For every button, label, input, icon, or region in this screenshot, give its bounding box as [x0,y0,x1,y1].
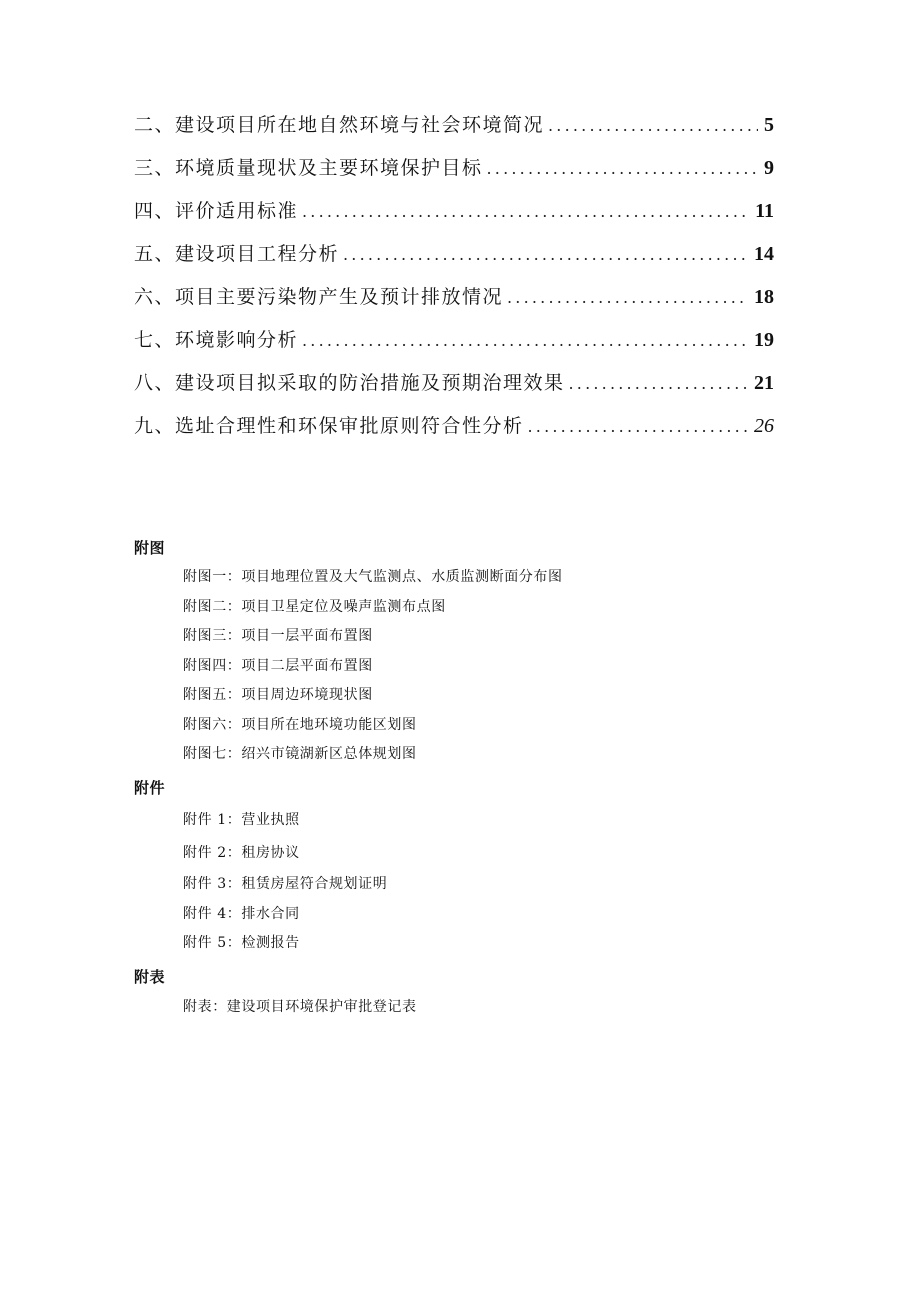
toc-entry[interactable] [134,238,774,281]
table-item[interactable]: 附表：建设项目环境保护审批登记表 [183,999,417,1015]
figure-item[interactable]: 附图四：项目二层平面布置图 [183,657,373,674]
figures-list [183,563,563,770]
toc-entry-page: 5 [764,114,774,136]
toc-leader-dots [343,239,748,271]
figure-item[interactable]: 附图五：项目周边环境现状图 [183,687,373,703]
attachments-list [183,804,387,959]
tables-heading: 附表 [134,968,166,986]
toc-entry[interactable] [134,410,774,453]
toc-entry[interactable] [134,281,774,324]
figure-item[interactable]: 附图二：项目卫星定位及噪声监测布点图 [183,598,446,615]
toc-entry[interactable] [134,195,774,238]
toc-entry-page: 9 [764,157,774,179]
toc-entry[interactable] [134,152,774,195]
attachment-item[interactable]: 附件 5：检测报告 [183,935,300,951]
figure-item[interactable]: 附图六：项目所在地环境功能区划图 [183,716,417,733]
attachment-item[interactable]: 附件 2：租房协议 [183,845,300,861]
toc-leader-dots [569,368,748,400]
toc-leader-dots [507,282,748,314]
tables-list [183,993,417,1023]
toc-entry-page: 19 [754,329,774,351]
toc-entry-title: 七、环境影响分析 [134,329,299,351]
figure-item[interactable]: 附图三：项目一层平面布置图 [183,628,373,644]
toc-entry-title: 三、环境质量现状及主要环境保护目标 [134,157,483,179]
toc-entry-title: 二、建设项目所在地自然环境与社会环境简况 [134,114,545,136]
attachments-heading: 附件 [134,779,166,797]
toc-leader-dots [302,196,749,228]
figure-item[interactable]: 附图七：绍兴市镜湖新区总体规划图 [183,746,417,762]
toc-leader-dots [487,153,758,185]
toc-entry[interactable] [134,367,774,410]
toc-entry-page: 18 [754,286,774,308]
toc-leader-dots [302,325,748,357]
toc-entry-title: 四、评价适用标准 [134,200,299,222]
toc-entry-title: 五、建设项目工程分析 [134,243,340,265]
figures-heading: 附图 [134,539,166,557]
toc-entry-title: 九、选址合理性和环保审批原则符合性分析 [134,415,524,437]
toc-leader-dots [528,411,748,443]
toc-leader-dots [548,110,758,142]
table-of-contents [134,109,774,453]
toc-entry-title: 八、建设项目拟采取的防治措施及预期治理效果 [134,372,565,394]
toc-entry-title: 六、项目主要污染物产生及预计排放情况 [134,286,504,308]
toc-entry-page: 11 [755,200,774,222]
attachment-item[interactable]: 附件 3：租赁房屋符合规划证明 [183,876,388,892]
toc-entry[interactable] [134,324,774,367]
attachment-item[interactable]: 附件 1：营业执照 [183,812,300,828]
toc-entry[interactable] [134,109,774,152]
figure-item[interactable]: 附图一：项目地理位置及大气监测点、水质监测断面分布图 [183,569,563,585]
toc-entry-page: 14 [754,243,774,265]
toc-entry-page: 26 [754,415,774,437]
toc-entry-page: 21 [754,372,774,394]
attachment-item[interactable]: 附件 4：排水合同 [183,905,300,922]
